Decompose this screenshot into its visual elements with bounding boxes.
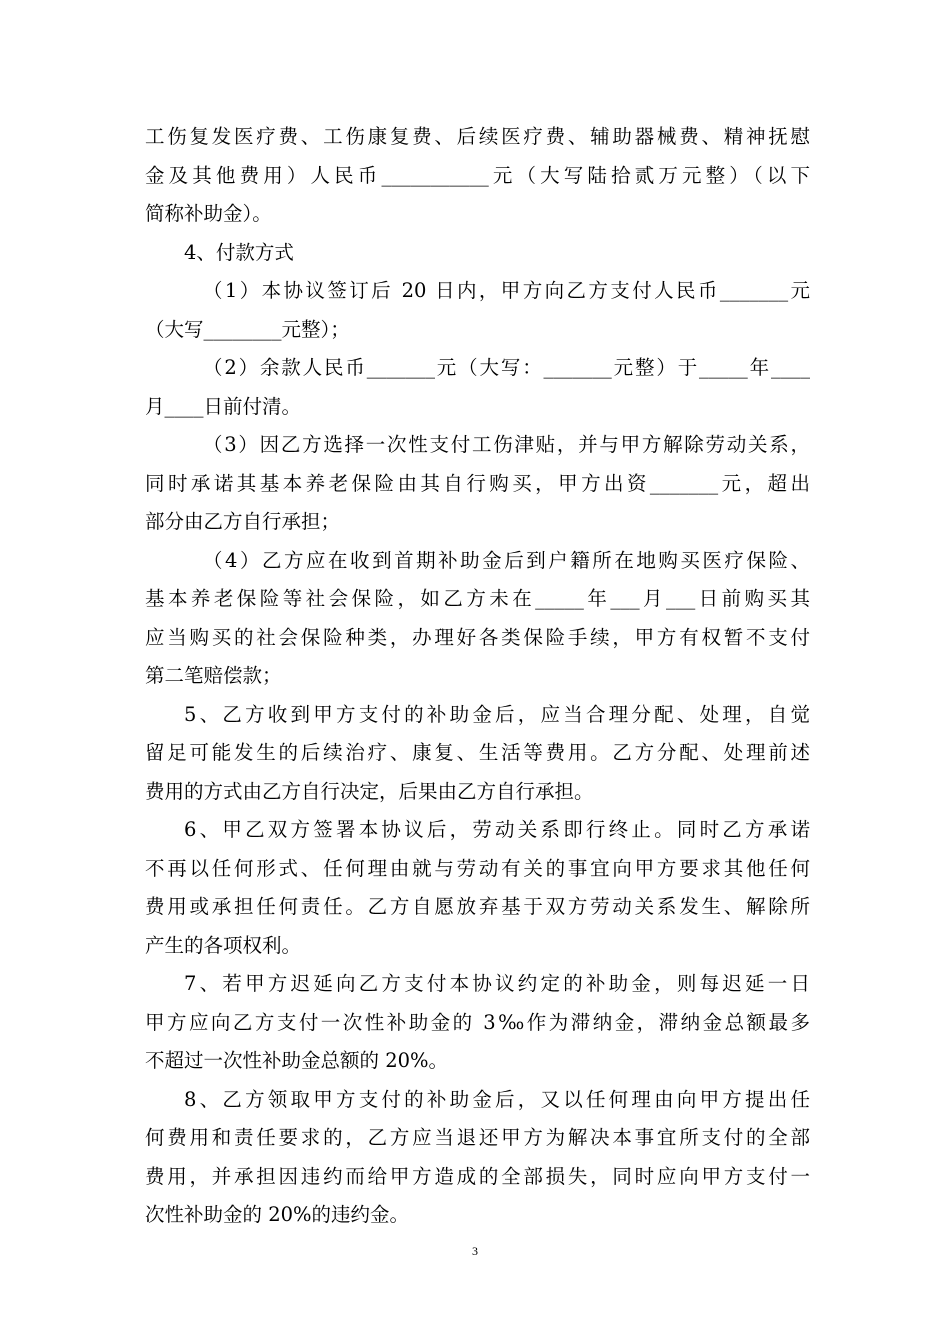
text-line: 工伤复发医疗费、工伤康复费、后续医疗费、辅助器械费、精神抚慰 <box>145 125 810 148</box>
text-line: （2）余款人民币_______元（大写：_______元整）于_____年____ <box>203 356 810 379</box>
text-line: （4）乙方应在收到首期补助金后到户籍所在地购买医疗保险、 <box>203 548 810 572</box>
text-line: 金及其他费用）人民币___________元（大写陆拾贰万元整）（以下 <box>145 163 810 187</box>
text-line: （3）因乙方选择一次性支付工伤津贴，并与甲方解除劳动关系， <box>203 433 810 456</box>
text-line: 次性补助金的 20%的违约金。 <box>145 1203 410 1226</box>
text-line: 7、若甲方迟延向乙方支付本协议约定的补助金，则每迟延一日 <box>184 972 810 995</box>
text-line: 不超过一次性补助金总额的 20%。 <box>145 1049 449 1072</box>
text-line: 6、甲乙双方签署本协议后，劳动关系即行终止。同时乙方承诺 <box>184 818 810 841</box>
text-line: 留足可能发生的后续治疗、康复、生活等费用。乙方分配、处理前述 <box>145 741 810 764</box>
text-line: 同时承诺其基本养老保险由其自行购买，甲方出资_______元，超出 <box>145 471 810 495</box>
text-line: （大写________元整）； <box>145 317 350 341</box>
page-number: 3 <box>472 1244 478 1258</box>
text-line: 月____日前付清。 <box>145 394 302 418</box>
text-line: 甲方应向乙方支付一次性补助金的 3‰作为滞纳金，滞纳金总额最多 <box>145 1010 810 1034</box>
text-line: 4、付款方式 <box>184 240 294 264</box>
document-body <box>145 118 810 1235</box>
text-line: 基本养老保险等社会保险，如乙方未在_____年___月___日前购买其 <box>145 587 810 610</box>
text-line: 费用的方式由乙方自行决定，后果由乙方自行承担。 <box>145 779 594 803</box>
text-line: 应当购买的社会保险种类，办理好各类保险手续，甲方有权暂不支付 <box>145 625 810 649</box>
text-line: 简称补助金）。 <box>145 202 272 225</box>
text-line: 何费用和责任要求的，乙方应当退还甲方为解决本事宜所支付的全部 <box>145 1126 810 1149</box>
text-line: （1）本协议签订后 20 日内，甲方向乙方支付人民币_______元 <box>203 279 810 302</box>
text-line: 费用或承担任何责任。乙方自愿放弃基于双方劳动关系发生、解除所 <box>145 895 810 918</box>
text-line: 8、乙方领取甲方支付的补助金后，又以任何理由向甲方提出任 <box>184 1087 810 1111</box>
text-line: 部分由乙方自行承担； <box>145 510 341 533</box>
text-line: 第二笔赔偿款； <box>145 664 282 687</box>
text-line: 5、乙方收到甲方支付的补助金后，应当合理分配、处理，自觉 <box>184 702 810 726</box>
text-line: 不再以任何形式、任何理由就与劳动有关的事宜向甲方要求其他任何 <box>145 856 810 880</box>
text-line: 费用，并承担因违约而给甲方造成的全部损失，同时应向甲方支付一 <box>145 1164 810 1188</box>
text-line: 产生的各项权利。 <box>145 933 302 957</box>
